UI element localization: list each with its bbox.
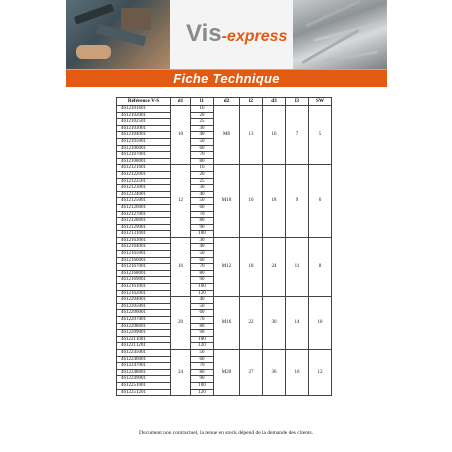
tools-photo xyxy=(66,0,170,69)
l1-cell: 40 xyxy=(191,297,214,304)
logo-main: Vis xyxy=(186,20,222,47)
table-row xyxy=(117,237,332,244)
l1-cell: 100 xyxy=(191,231,214,238)
reference-cell: 4612246001 xyxy=(117,356,171,363)
banner-title: Fiche Technique xyxy=(173,71,280,86)
reference-cell: 4612167001 xyxy=(117,264,171,271)
l3-cell: 7 xyxy=(286,106,309,165)
reference-cell: 4612108001 xyxy=(117,158,171,165)
reference-cell: 4612131001 xyxy=(117,231,171,238)
l1-cell: 20 xyxy=(191,171,214,178)
reference-cell: 4612251201 xyxy=(117,389,171,396)
l1-cell: 100 xyxy=(191,336,214,343)
l1-cell: 70 xyxy=(191,363,214,370)
l1-cell: 90 xyxy=(191,376,214,383)
reference-cell: 4612163001 xyxy=(117,237,171,244)
l1-cell: 60 xyxy=(191,204,214,211)
table-row xyxy=(117,349,332,356)
sw-cell: 8 xyxy=(309,237,332,296)
l1-cell: 60 xyxy=(191,310,214,317)
l1-cell: 70 xyxy=(191,152,214,159)
l1-cell: 30 xyxy=(191,185,214,192)
reference-cell: 4612206001 xyxy=(117,310,171,317)
reference-cell: 4612251001 xyxy=(117,382,171,389)
reference-cell: 4612122001 xyxy=(117,171,171,178)
reference-cell: 4612245001 xyxy=(117,349,171,356)
l1-cell: 60 xyxy=(191,356,214,363)
col-sw: SW xyxy=(309,98,332,106)
reference-cell: 4612125001 xyxy=(117,198,171,205)
l1-cell: 50 xyxy=(191,303,214,310)
l1-cell: 90 xyxy=(191,277,214,284)
col-d3: d3 xyxy=(263,98,286,106)
reference-cell: 4612124001 xyxy=(117,191,171,198)
l3-cell: 9 xyxy=(286,165,309,238)
d2-cell: M10 xyxy=(214,165,240,238)
l1-cell: 120 xyxy=(191,343,214,350)
reference-cell: 4612164001 xyxy=(117,244,171,251)
col-l1: l1 xyxy=(191,98,214,106)
d3-cell: 18 xyxy=(263,165,286,238)
reference-cell: 4612166001 xyxy=(117,257,171,264)
l2-cell: 13 xyxy=(240,106,263,165)
reference-cell: 4612102501 xyxy=(117,119,171,126)
l1-cell: 16 xyxy=(191,165,214,172)
reference-cell: 4612101601 xyxy=(117,106,171,113)
reference-cell: 4612247001 xyxy=(117,363,171,370)
l2-cell: 27 xyxy=(240,349,263,395)
l2-cell: 18 xyxy=(240,237,263,296)
reference-cell: 4612249001 xyxy=(117,376,171,383)
l1-cell: 60 xyxy=(191,257,214,264)
col-l2: l2 xyxy=(240,98,263,106)
l1-cell: 25 xyxy=(191,178,214,185)
reference-cell: 4612128001 xyxy=(117,218,171,225)
reference-cell: 4612122501 xyxy=(117,178,171,185)
l1-cell: 90 xyxy=(191,224,214,231)
d1-cell: 20 xyxy=(171,297,191,350)
l1-cell: 40 xyxy=(191,191,214,198)
d1-cell: 16 xyxy=(171,237,191,296)
screws-photo xyxy=(293,0,387,69)
reference-cell: 4612161001 xyxy=(117,284,171,291)
l1-cell: 100 xyxy=(191,382,214,389)
d1-cell: 24 xyxy=(171,349,191,395)
table-row xyxy=(117,165,332,172)
reference-cell: 4612165001 xyxy=(117,251,171,258)
l1-cell: 80 xyxy=(191,323,214,330)
spec-table xyxy=(116,97,332,396)
l1-cell: 120 xyxy=(191,290,214,297)
l2-cell: 16 xyxy=(240,165,263,238)
l2-cell: 22 xyxy=(240,297,263,350)
l1-cell: 60 xyxy=(191,145,214,152)
logo-sub: -express xyxy=(221,28,288,45)
reference-cell: 4612208001 xyxy=(117,323,171,330)
sw-cell: 6 xyxy=(309,165,332,238)
header xyxy=(66,0,387,69)
l1-cell: 80 xyxy=(191,218,214,225)
footer-note: Document non contractuel, la tenue en stock dépend de la demande des clients. xyxy=(138,430,314,436)
l1-cell: 40 xyxy=(191,244,214,251)
l1-cell: 50 xyxy=(191,138,214,145)
reference-cell: 4612127001 xyxy=(117,211,171,218)
table-row xyxy=(117,297,332,304)
l1-cell: 100 xyxy=(191,284,214,291)
sw-cell: 5 xyxy=(309,106,332,165)
reference-cell: 4612207001 xyxy=(117,317,171,324)
table-body xyxy=(117,106,332,396)
sw-cell: 10 xyxy=(309,297,332,350)
table-row xyxy=(117,106,332,113)
reference-cell: 4612103001 xyxy=(117,125,171,132)
d2-cell: M16 xyxy=(214,297,240,350)
reference-cell: 4612129001 xyxy=(117,224,171,231)
d2-cell: M8 xyxy=(214,106,240,165)
table-header-row xyxy=(117,98,332,106)
l1-cell: 80 xyxy=(191,270,214,277)
l1-cell: 30 xyxy=(191,237,214,244)
l1-cell: 25 xyxy=(191,119,214,126)
reference-cell: 4612123001 xyxy=(117,185,171,192)
l1-cell: 70 xyxy=(191,264,214,271)
l1-cell: 90 xyxy=(191,330,214,337)
d3-cell: 36 xyxy=(263,349,286,395)
d3-cell: 16 xyxy=(263,106,286,165)
reference-cell: 4612204001 xyxy=(117,297,171,304)
vis-express-logo xyxy=(186,20,287,48)
reference-cell: 4612104001 xyxy=(117,132,171,139)
d3-cell: 30 xyxy=(263,297,286,350)
d1-cell: 10 xyxy=(171,106,191,165)
title-banner xyxy=(66,69,387,87)
col-d2: d2 xyxy=(214,98,240,106)
l1-cell: 50 xyxy=(191,349,214,356)
col-l3: l3 xyxy=(286,98,309,106)
reference-cell: 4612205001 xyxy=(117,303,171,310)
reference-cell: 4612169001 xyxy=(117,277,171,284)
d3-cell: 24 xyxy=(263,237,286,296)
reference-cell: 4612248001 xyxy=(117,369,171,376)
reference-cell: 4612121601 xyxy=(117,165,171,172)
l1-cell: 20 xyxy=(191,112,214,119)
reference-cell: 4612209001 xyxy=(117,330,171,337)
reference-cell: 4612211201 xyxy=(117,343,171,350)
l1-cell: 50 xyxy=(191,198,214,205)
l1-cell: 40 xyxy=(191,132,214,139)
reference-cell: 4612168001 xyxy=(117,270,171,277)
reference-cell: 4612106001 xyxy=(117,145,171,152)
l1-cell: 70 xyxy=(191,317,214,324)
d1-cell: 12 xyxy=(171,165,191,238)
l1-cell: 30 xyxy=(191,125,214,132)
l1-cell: 120 xyxy=(191,389,214,396)
sw-cell: 12 xyxy=(309,349,332,395)
l1-cell: 70 xyxy=(191,211,214,218)
l1-cell: 80 xyxy=(191,158,214,165)
l1-cell: 16 xyxy=(191,106,214,113)
l3-cell: 16 xyxy=(286,349,309,395)
l1-cell: 80 xyxy=(191,369,214,376)
d2-cell: M20 xyxy=(214,349,240,395)
reference-cell: 4612105001 xyxy=(117,138,171,145)
reference-cell: 4612126001 xyxy=(117,204,171,211)
l3-cell: 11 xyxy=(286,237,309,296)
d2-cell: M12 xyxy=(214,237,240,296)
l3-cell: 14 xyxy=(286,297,309,350)
col-d1: d1 xyxy=(171,98,191,106)
reference-cell: 4612162001 xyxy=(117,290,171,297)
col-reference: Référence V-S xyxy=(117,98,171,106)
l1-cell: 50 xyxy=(191,251,214,258)
reference-cell: 4612107001 xyxy=(117,152,171,159)
reference-cell: 4612211001 xyxy=(117,336,171,343)
reference-cell: 4612102001 xyxy=(117,112,171,119)
